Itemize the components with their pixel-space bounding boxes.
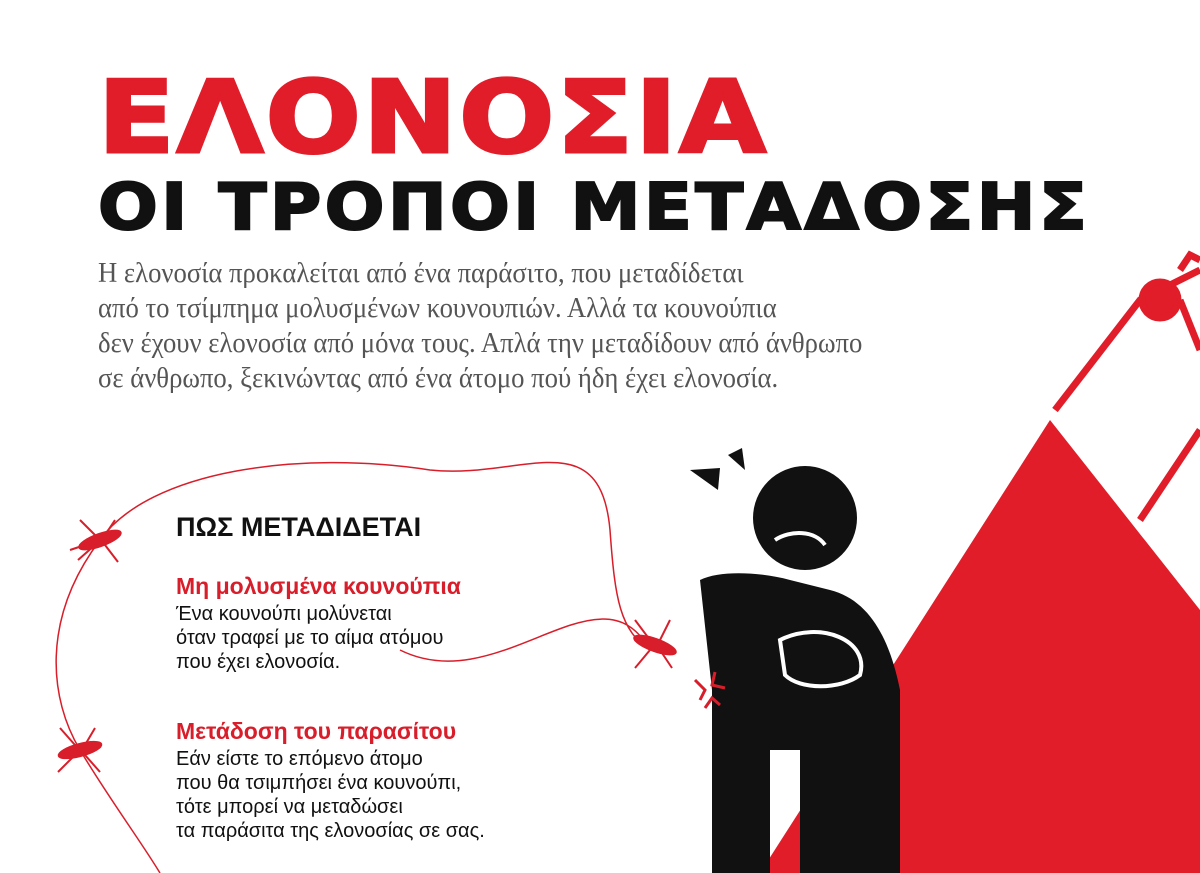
item-line: Ένα κουνούπι μολύνεται: [176, 603, 392, 625]
item-line: που θα τσιμπήσει ένα κουνούπι,: [176, 772, 462, 794]
page-subtitle: ΟΙ ΤΡΟΠΟΙ ΜΕΤΑΔΟΣΗΣ: [98, 171, 1091, 245]
section-item: [176, 718, 576, 843]
page-title: ΕΛΟΝΟΣΙΑ: [98, 59, 769, 176]
item-line: που έχει ελονοσία.: [176, 651, 341, 673]
item-line: τότε μπορεί να μεταδώσει: [176, 796, 403, 818]
intro-line: δεν έχουν ελονοσία από μόνα τους. Απλά την μεταδίδουν από άνθρωπο: [98, 327, 863, 359]
item-line: Εάν είστε το επόμενο άτομο: [176, 748, 423, 770]
section-item: [176, 573, 576, 674]
item-line: όταν τραφεί με το αίμα ατόμου: [176, 627, 444, 649]
transmission-section: [176, 512, 576, 843]
sick-person-icon: [690, 448, 900, 873]
item-heading: Μη μολυσμένα κουνούπια: [176, 573, 461, 599]
item-heading: Μετάδοση του παρασίτου: [176, 718, 457, 744]
intro-paragraph: [98, 256, 1118, 396]
intro-line: σε άνθρωπο, ξεκινώντας από ένα άτομο πού ήδη έχει ελονοσία.: [98, 362, 779, 394]
intro-line: Η ελονοσία προκαλείται από ένα παράσιτο, που μεταδίδεται: [98, 257, 744, 289]
item-line: τα παράσιτα της ελονοσίας σε σας.: [176, 820, 485, 842]
intro-line: από το τσίμπημα μολυσμένων κουνουπιών. Αλλά τα κουνούπια: [98, 292, 777, 324]
section-title: ΠΩΣ ΜΕΤΑΔΙΔΕΤΑΙ: [176, 512, 422, 542]
